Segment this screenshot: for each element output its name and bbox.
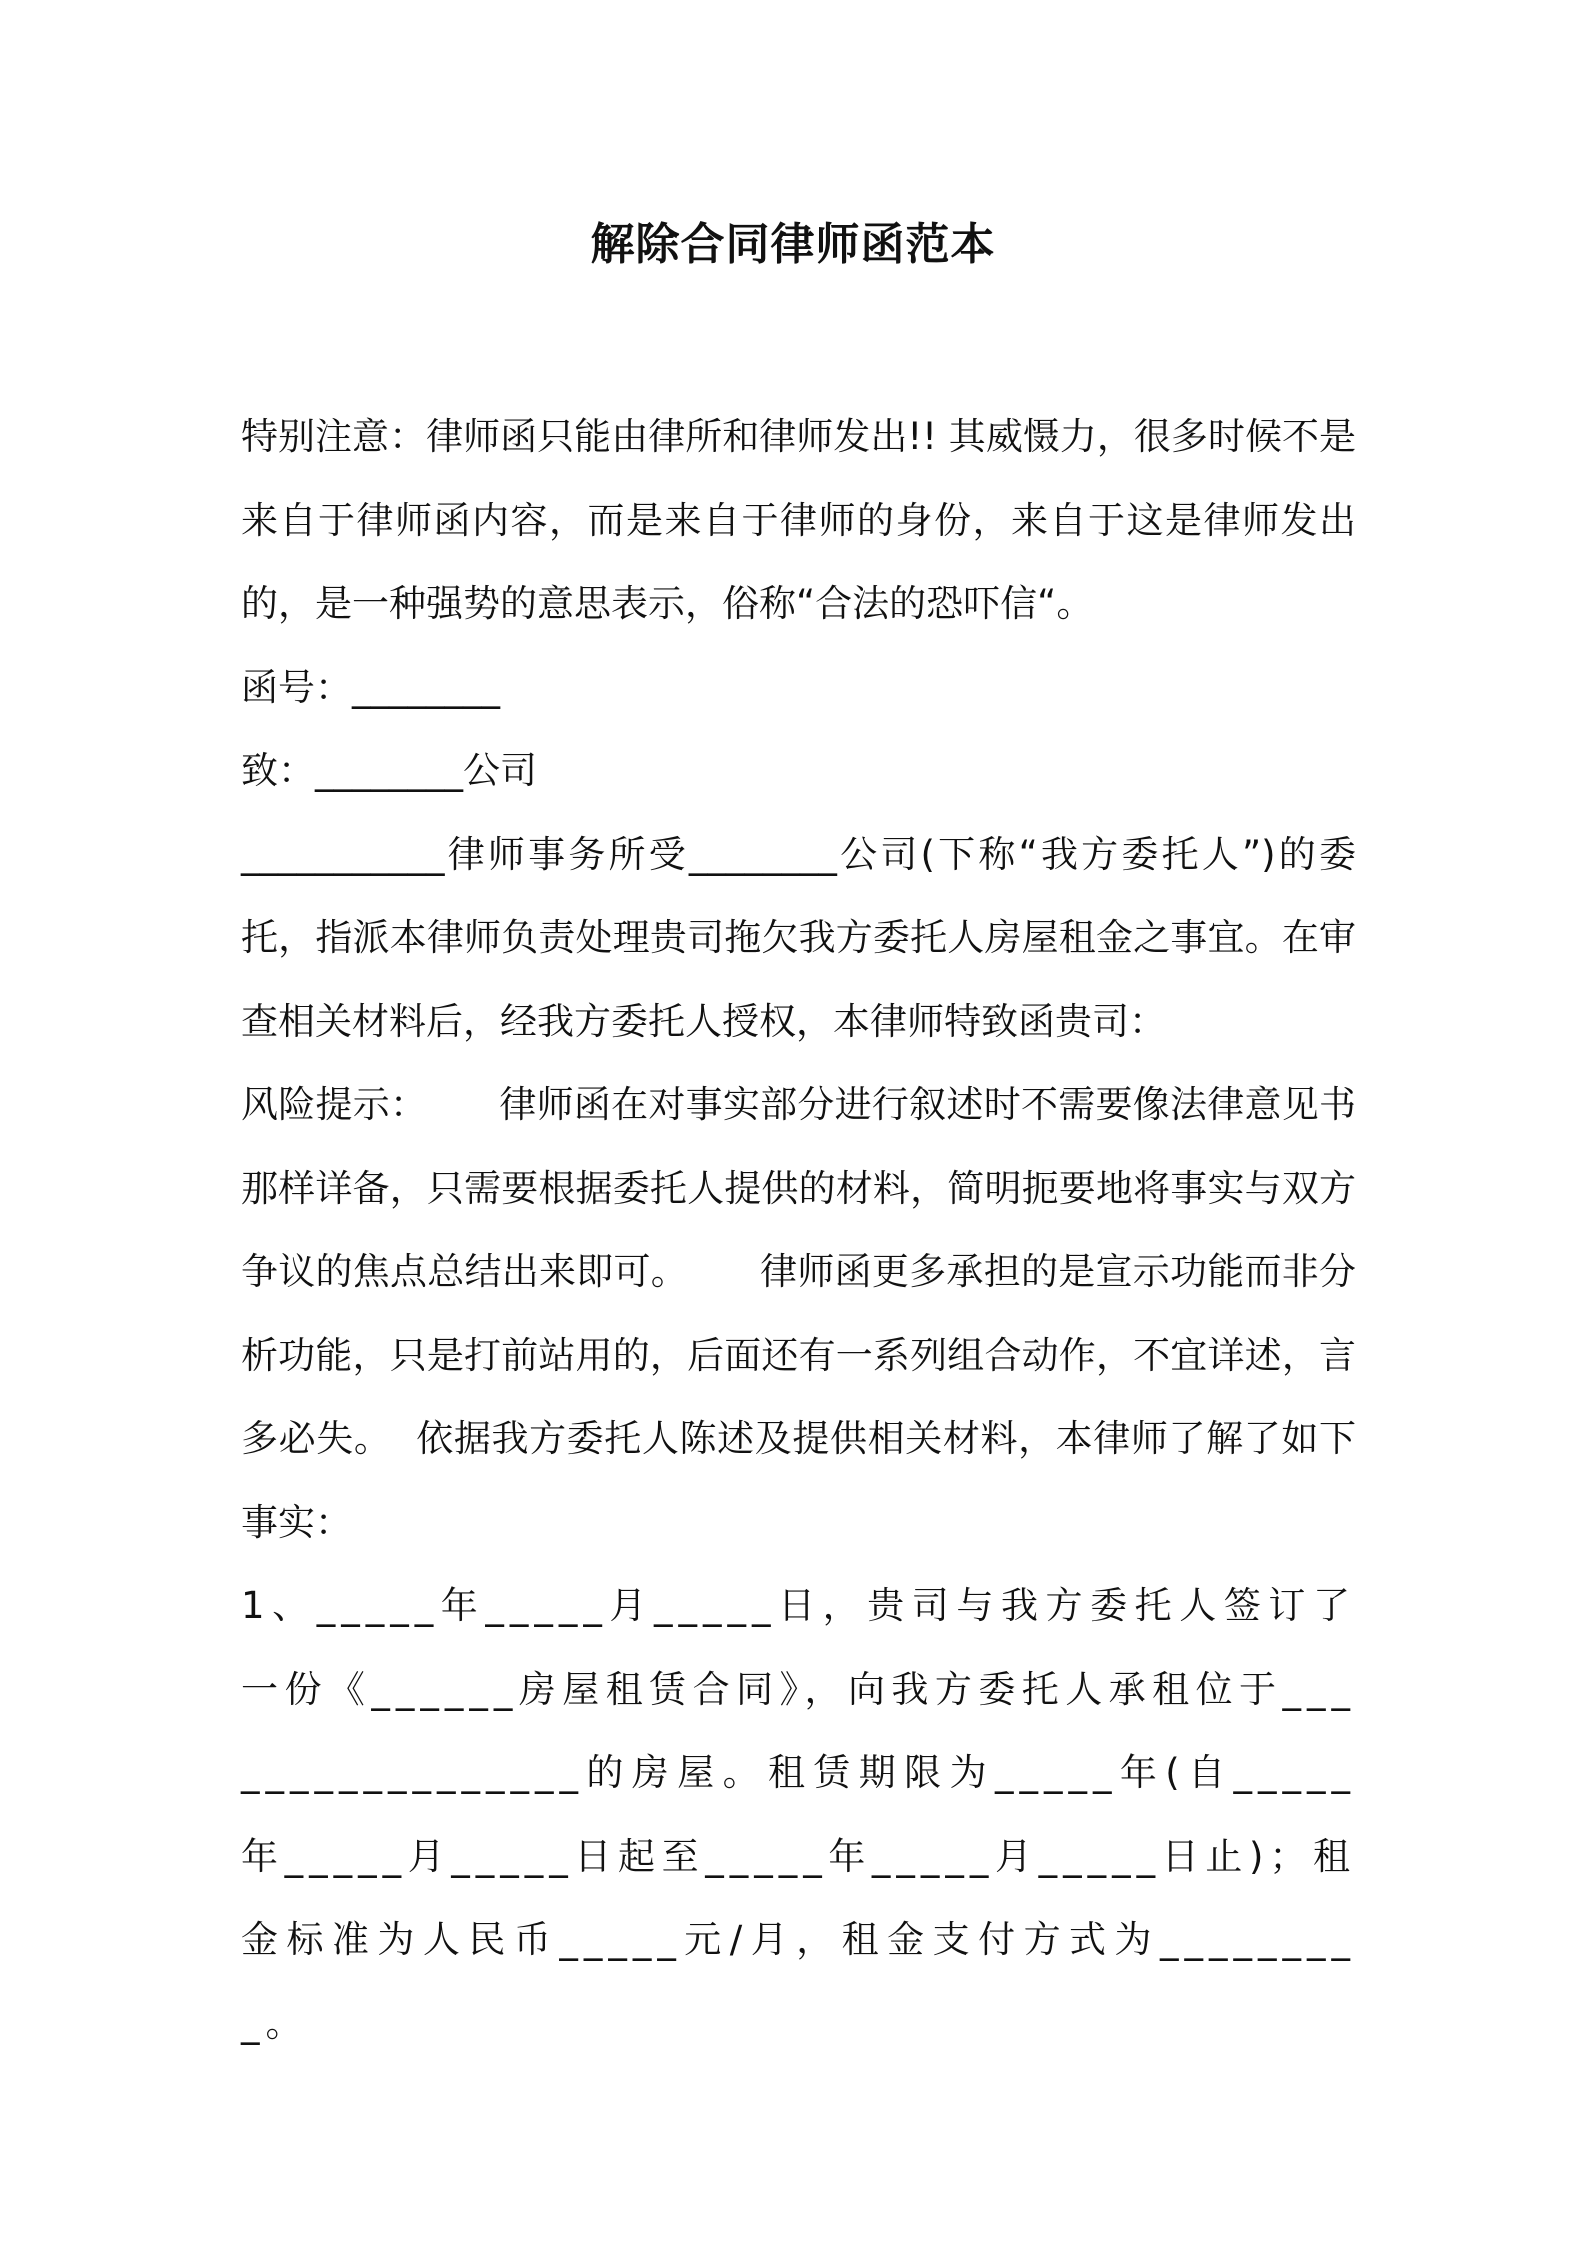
entrustment-paragraph: ___________律师事务所受________公司(下称“我方委托人”)的委托，指派本律师负责处理贵司拖欠我方委托人房屋租金之事宜。在审查相关材料后，经我方委托人授权，本律师特致函贵司： [241, 832, 1356, 1043]
risk-tip-paragraph: 风险提示： 律师函在对事实部分进行叙述时不需要像法律意见书那样详备，只需要根据委托人提供的材料，简明扼要地将事实与双方争议的焦点总结出来即可。 律师函更多承担的是宣示功能而非分析功能，只是打前站用的，后面还有一系列组合动作，不宜详述，言多必失。 依据我方委托人陈述及提供相关材料，本律师了解了如下事实： [241, 1083, 1356, 1544]
letter-number-line: 函号：________ [241, 665, 500, 709]
addressee-line: 致：________公司 [241, 749, 537, 792]
fact-item-1: 1、_____年_____月_____日，贵司与我方委托人签订了一份《______房屋租赁合同》，向我方委托人承租位于_________________的房屋。租赁期限为_____年(自_____年_____月_____日起至_____年_____月_____日止)；租金标准为人民币_____元/月，租金支付方式为_________。 [241, 1584, 1356, 2045]
document-title: 解除合同律师函范本 [590, 219, 996, 270]
document-body [241, 395, 1356, 2065]
special-notice-paragraph: 特别注意：律师函只能由律所和律师发出!! 其威慑力，很多时候不是来自于律师函内容，而是来自于律师的身份，来自于这是律师发出的，是一种强势的意思表示，俗称“合法的恐吓信“。 [241, 415, 1356, 625]
